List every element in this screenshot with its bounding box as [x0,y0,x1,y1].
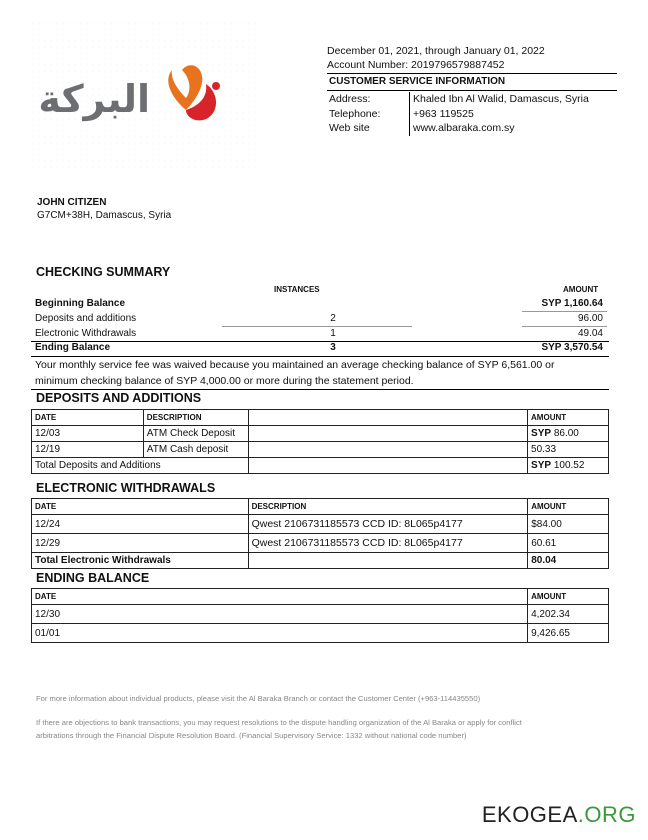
customer-address: G7CM+38H, Damascus, Syria [37,210,172,221]
watermark-part1: EKOGEA [481,802,578,827]
table-row [32,515,609,534]
amount-value: 86.00 [551,428,579,439]
summary-row-deposits [33,312,607,326]
row-description: ATM Cash deposit [143,442,248,458]
bank-logo [30,20,260,170]
table-header-row [32,589,609,605]
empty-cell [248,426,527,442]
footer-line: arbitrations through the Financial Dispute Resolution Board. (Financial Supervisory Service: 1332 without national code number) [36,731,467,740]
total-amount [528,458,609,474]
summary-label: Electronic Withdrawals [35,328,137,339]
website-label: Web site [329,122,370,134]
header-divider [327,90,617,91]
summary-label: Beginning Balance [35,298,126,309]
deposits-title: DEPOSITS AND ADDITIONS [36,391,202,405]
empty-cell [248,553,528,569]
customer-block [37,196,171,222]
empty-cell [248,410,527,426]
summary-instances: 2 [330,313,336,324]
summary-amount: 49.04 [577,328,603,339]
summary-label: Deposits and additions [35,313,137,324]
albaraka-logo-icon [30,20,260,170]
col-amount: AMOUNT [528,410,609,426]
header-divider [327,73,617,74]
col-amount: AMOUNT [528,589,609,605]
row-date: 12/30 [32,605,528,624]
row-date: 12/29 [32,534,249,553]
ending-balance-title: ENDING BALANCE [36,571,150,585]
row-date: 12/19 [32,442,144,458]
row-description: ATM Check Deposit [143,426,248,442]
row-amount [528,426,609,442]
section-divider [31,389,609,390]
row-amount: 9,426.65 [528,624,609,643]
amount-header: AMOUNT [563,285,599,294]
customer-name: JOHN CITIZEN [37,197,107,208]
amount-value: 50.33 [531,444,557,455]
col-date: DATE [32,499,249,515]
col-amount: AMOUNT [528,499,609,515]
account-number: Account Number: 2019796579887452 [327,59,505,71]
amount-value: 100.52 [551,460,585,471]
address-row [327,92,617,107]
statement-header [327,44,617,136]
summary-amount: SYP 1,160.64 [541,298,603,309]
col-description: DESCRIPTION [143,410,248,426]
website-value[interactable]: www.albaraka.com.sy [409,121,617,136]
table-row [32,442,609,458]
table-row [32,605,609,624]
checking-summary-title: CHECKING SUMMARY [36,265,171,279]
col-description: DESCRIPTION [248,499,528,515]
telephone-row [327,107,617,122]
table-header-row [32,410,609,426]
summary-instances: 3 [330,342,336,353]
currency-prefix: SYP [531,428,552,439]
service-fee-note [35,357,615,389]
table-row [32,624,609,643]
address-label: Address: [329,93,371,105]
footer-dispute [36,716,616,742]
summary-row-ending [33,341,607,355]
summary-instances: 1 [330,328,336,339]
note-line: minimum checking balance of SYP 4,000.00 or more during the statement period. [35,375,414,387]
summary-amount: SYP 3,570.54 [541,342,603,353]
total-amount: 80.04 [528,553,609,569]
note-line: Your monthly service fee was waived because you maintained an average checking balance of SYP 6,561.00 or [35,359,555,371]
currency-prefix: SYP [531,460,552,471]
address-value: Khaled Ibn Al Walid, Damascus, Syria [409,92,617,107]
telephone-value: +963 119525 [409,107,617,122]
watermark [482,802,636,828]
website-row [327,121,617,136]
row-date: 12/24 [32,515,249,534]
customer-service-title: CUSTOMER SERVICE INFORMATION [329,76,506,87]
row-amount [528,442,609,458]
withdrawals-table [31,498,609,569]
row-date: 12/03 [32,426,144,442]
col-date: DATE [32,589,528,605]
col-date: DATE [32,410,144,426]
total-row [32,553,609,569]
summary-row-withdrawals [33,327,607,341]
total-label: Total Deposits and Additions [32,458,249,474]
table-row [32,426,609,442]
summary-row-beginning [33,297,607,311]
empty-cell [248,458,527,474]
footer-line: If there are objections to bank transactions, you may request resolutions to the dispute handling organization of the Al Baraka or apply for conflict [36,718,522,727]
total-label: Total Electronic Withdrawals [32,553,249,569]
row-amount: 4,202.34 [528,605,609,624]
table-header-row [32,499,609,515]
table-row [32,534,609,553]
ending-balance-table [31,588,609,643]
empty-cell [248,442,527,458]
telephone-label: Telephone: [329,107,381,120]
statement-period: December 01, 2021, through January 01, 2022 [327,45,545,57]
watermark-part2: .ORG [577,802,636,827]
row-description: Qwest 2106731185573 CCD ID: 8L065p4177 [248,534,528,553]
summary-label: Ending Balance [35,342,111,353]
deposits-table [31,409,609,474]
row-amount: 60.61 [528,534,609,553]
footer-info: For more information about individual products, please visit the Al Baraka Branch or contact the Customer Center (+963-114435550) [36,694,481,703]
withdrawals-title: ELECTRONIC WITHDRAWALS [36,481,216,495]
summary-amount: 96.00 [577,313,603,324]
instances-header: INSTANCES [274,285,320,294]
row-amount: $84.00 [528,515,609,534]
total-row [32,458,609,474]
logo-arabic-text: البركة [38,77,150,121]
row-date: 01/01 [32,624,528,643]
row-description: Qwest 2106731185573 CCD ID: 8L065p4177 [248,515,528,534]
